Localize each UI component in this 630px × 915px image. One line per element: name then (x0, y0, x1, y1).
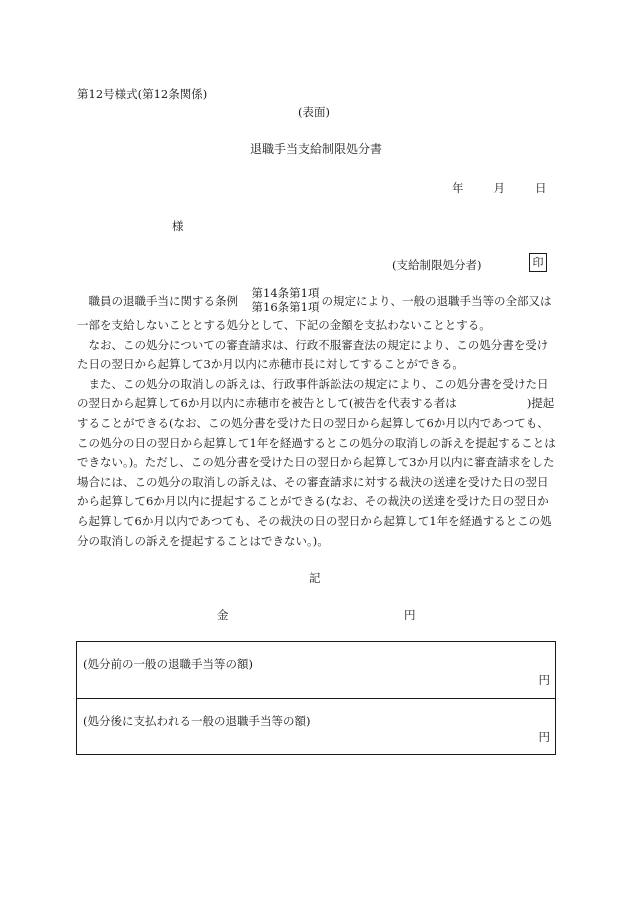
date-month-label: 月 (493, 181, 505, 195)
article-reference (240, 286, 319, 314)
body-paragraph-3-part-1: また、この処分の取消しの訴えは、行政事件訴訟法の規定により、この処分書を受けた日の翌日から起算して6か月以内に赤穂市を被告として(被告を代表する者は (77, 376, 549, 411)
date-year-label: 年 (452, 181, 464, 195)
ordinance-name: 職員の退職手当に関する条例 (88, 294, 238, 308)
body-paragraph-1 (77, 288, 557, 336)
body-paragraph-3 (77, 375, 557, 551)
body-paragraph-2: なお、この処分についての審査請求は、行政不服審査法の規定により、この処分書を受けた日の翌日から起算して3か月以内に赤穂市長に対してすることができる。 (77, 337, 549, 372)
issuer-label: (支給制限処分者) (392, 258, 482, 272)
side-label: (表面) (298, 105, 330, 119)
amount-table (76, 641, 556, 755)
amount-table-row (77, 642, 555, 698)
amount-label: 金 (217, 608, 229, 622)
amount-after-unit: 円 (538, 730, 550, 744)
article-reference-1: 第14条第1項 (251, 286, 320, 300)
date-line (452, 180, 547, 196)
record-heading: 記 (309, 571, 321, 585)
body-paragraph-1-rest: の規定により、一般の退職手当等の全部又は一部を支給しないこととする処分として、下記の金額を支払わないこととする。 (77, 294, 552, 332)
date-day-label: 日 (535, 181, 547, 195)
amount-before-label: (処分前の一般の退職手当等の額) (83, 657, 253, 671)
body-text (77, 288, 557, 551)
form-number: 第12号様式(第12条関係) (77, 87, 208, 101)
addressee-honorific: 様 (172, 219, 184, 233)
document-title: 退職手当支給制限処分書 (250, 142, 383, 156)
amount-after-label: (処分後に支払われる一般の退職手当等の額) (83, 714, 311, 728)
seal-mark: 印 (529, 253, 547, 272)
article-reference-2: 第16条第1項 (251, 300, 320, 314)
amount-before-unit: 円 (538, 673, 550, 687)
body-paragraph-3-part-2: )提起することができる(なお、この処分書を受けた日の翌日から起算して6か月以内であつても、この処分の日の翌日から起算して1年を経過するとこの処分の取消しの訴えを提起することはできない。)。ただし、この処分書を受けた日の翌日から起算して3か月以内に審査請求をした場合には、この処分の取消しの訴えは、その審査請求に対する裁決の送達を受けた日の翌日から起算して6か月以内に提起することができる(なお、その裁決の送達を受けた日の翌日から起算して6か月以内であつても、その裁決の日の翌日から起算して1年を経過するとこの処分の取消しの訴えを提起することはできない。)。 (77, 396, 556, 548)
amount-table-row (77, 698, 555, 754)
amount-unit: 円 (404, 608, 416, 622)
